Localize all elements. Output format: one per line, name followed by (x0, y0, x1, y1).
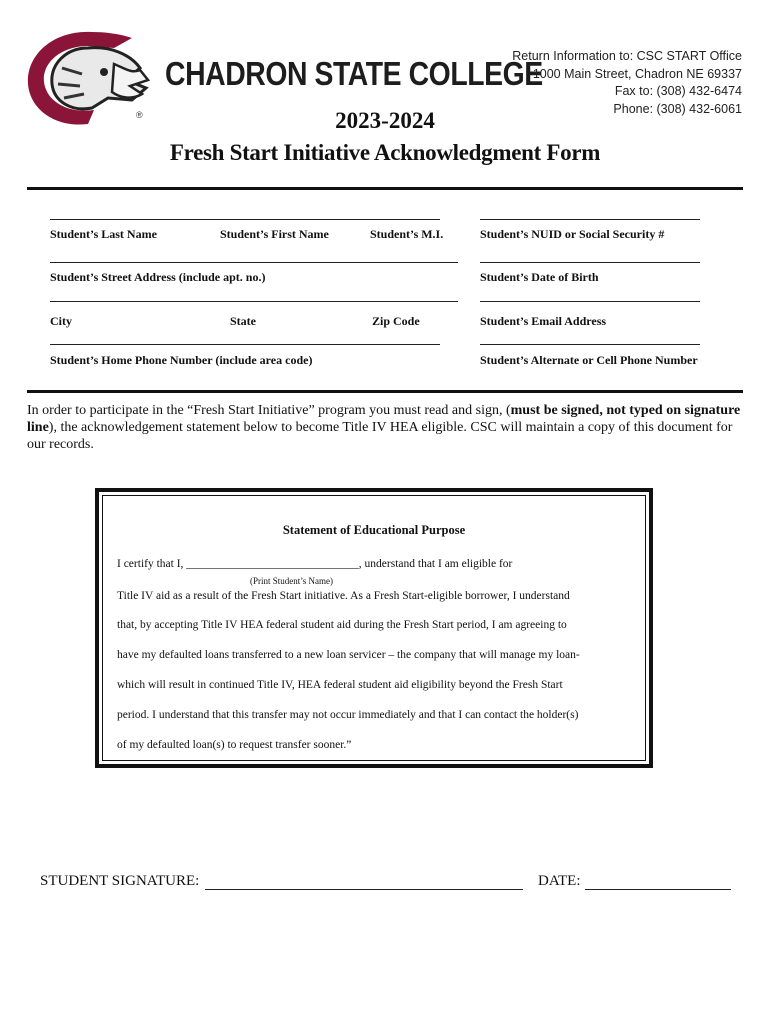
statement-line: that, by accepting Title IV HEA federal student aid during the Fresh Start period, I am agreeing to (117, 619, 567, 631)
instructions-text-continued: ), the acknowledgement statement below to become Title IV HEA eligible. CSC will maintain a copy of this document for our records. (27, 420, 733, 452)
city-label: City (50, 314, 72, 328)
zip-label: Zip Code (372, 314, 420, 328)
signature-line[interactable] (205, 889, 523, 890)
name-line[interactable] (50, 219, 440, 220)
statement-line: of my defaulted loan(s) to request transfer sooner.” (117, 739, 352, 751)
signature-label: STUDENT SIGNATURE: (40, 873, 200, 889)
home-phone-label: Student’s Home Phone Number (include area code) (50, 353, 313, 367)
state-label: State (230, 314, 256, 328)
return-line: Phone: (308) 432-6061 (613, 101, 742, 116)
city-line[interactable] (50, 301, 458, 302)
registered-mark: ® (136, 110, 143, 120)
fields-divider (27, 390, 743, 393)
mi-label: Student’s M.I. (370, 227, 444, 241)
header-divider (27, 187, 743, 190)
email-line[interactable] (480, 301, 700, 302)
statement-heading: Statement of Educational Purpose (282, 523, 466, 537)
home-phone-line[interactable] (50, 344, 440, 345)
nuid-line[interactable] (480, 219, 700, 220)
return-line: 1000 Main Street, Chadron NE 69337 (532, 66, 742, 81)
form-title: Fresh Start Initiative Acknowledgment Form (169, 140, 601, 165)
statement-line: Title IV aid as a result of the Fresh Start initiative. As a Fresh Start-eligible borrower, I understand (117, 590, 570, 602)
statement-line: have my defaulted loans transferred to a new loan servicer – the company that will manage my loan- (117, 649, 580, 661)
certify-line[interactable]: I certify that I, ______________________________, understand that I am eligible for (117, 558, 513, 570)
return-line: Fax to: (308) 432-6474 (614, 84, 742, 98)
nuid-label: Student’s NUID or Social Security # (480, 227, 665, 241)
alt-phone-line[interactable] (480, 344, 700, 345)
statement-line: period. I understand that this transfer may not occur immediately and that I can contact the holder(s) (117, 709, 579, 721)
instructions-paragraph (27, 402, 743, 453)
street-line[interactable] (50, 262, 458, 263)
statement-line: which will result in continued Title IV, HEA federal student aid eligibility beyond the Fresh Start (117, 679, 563, 691)
form-year: 2023-2024 (335, 108, 435, 133)
return-line: Return Information to: CSC START Office (512, 49, 742, 63)
street-label: Student’s Street Address (include apt. no.) (50, 270, 266, 284)
instructions-emphasis: must be signed, not typed on signature line (27, 403, 741, 435)
college-wordmark: CHADRON STATE COLLEGE (165, 55, 543, 92)
print-name-hint: (Print Student’s Name) (250, 576, 333, 586)
first-name-label: Student’s First Name (220, 227, 329, 241)
date-line[interactable] (585, 889, 731, 890)
instructions-text: In order to participate in the “Fresh Start Initiative” program you must read and sign, ( (27, 403, 511, 418)
date-label: DATE: (538, 873, 581, 889)
dob-label: Student’s Date of Birth (480, 270, 599, 284)
last-name-label: Student’s Last Name (50, 227, 157, 241)
email-label: Student’s Email Address (480, 314, 607, 328)
dob-line[interactable] (480, 262, 700, 263)
alt-phone-label: Student’s Alternate or Cell Phone Number (480, 353, 698, 367)
